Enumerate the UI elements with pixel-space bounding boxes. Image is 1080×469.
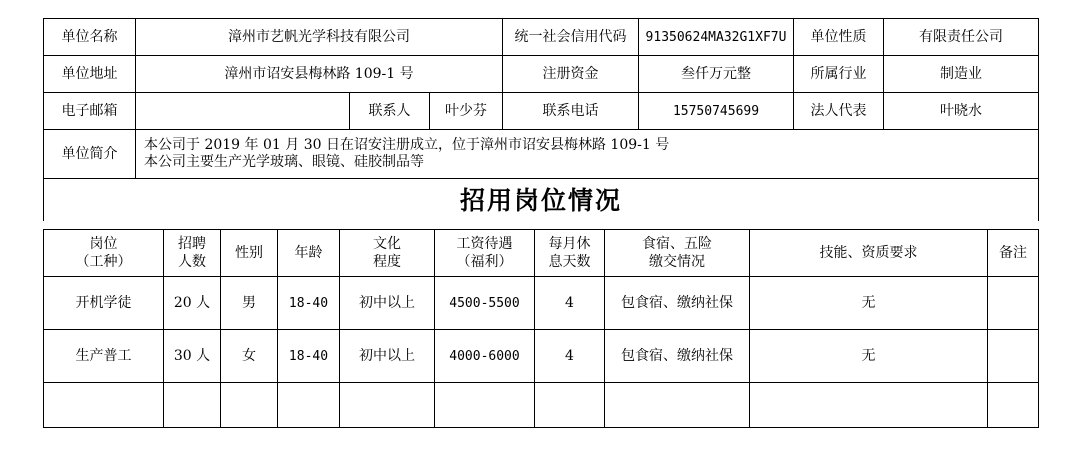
job-education: 初中以上 [340,330,435,383]
jobs-header-row [44,230,1039,277]
info-row-intro [44,130,1039,179]
header-rest-days: 每月休 息天数 [535,230,605,277]
job-education [340,383,435,428]
job-skills: 无 [750,330,988,383]
jobs-table [43,229,1039,428]
address-value: 漳州市诏安县梅林路 109-1 号 [136,56,503,93]
job-age: 18-40 [278,330,340,383]
table-row [44,277,1039,330]
section-title: 招用岗位情况 [44,179,1039,222]
intro-label: 单位简介 [44,130,136,179]
phone-value: 15750745699 [639,93,794,130]
contact-value: 叶少芬 [430,93,503,130]
industry-value: 制造业 [884,56,1039,93]
legal-rep-value: 叶晓水 [884,93,1039,130]
company-name-value: 漳州市艺帆光学科技有限公司 [136,19,503,56]
job-benefits: 包食宿、缴纳社保 [605,277,750,330]
job-age [278,383,340,428]
header-skills: 技能、资质要求 [750,230,988,277]
header-benefits: 食宿、五险 缴交情况 [605,230,750,277]
intro-text [136,130,1039,179]
company-nature-value: 有限责任公司 [884,19,1039,56]
job-salary: 4000-6000 [435,330,535,383]
job-position: 开机学徒 [44,277,164,330]
info-row-address [44,56,1039,93]
company-name-label: 单位名称 [44,19,136,56]
job-remarks [988,330,1039,383]
header-remarks: 备注 [988,230,1039,277]
email-value [136,93,350,130]
contact-label: 联系人 [350,93,430,130]
job-gender: 女 [221,330,278,383]
job-position: 生产普工 [44,330,164,383]
header-gender: 性别 [221,230,278,277]
job-salary: 4500-5500 [435,277,535,330]
job-remarks [988,383,1039,428]
capital-value: 叁仟万元整 [639,56,794,93]
email-label: 电子邮箱 [44,93,136,130]
legal-rep-label: 法人代表 [794,93,884,130]
job-gender: 男 [221,277,278,330]
job-benefits [605,383,750,428]
job-salary [435,383,535,428]
credit-code-label: 统一社会信用代码 [503,19,639,56]
job-skills: 无 [750,277,988,330]
job-headcount: 20 人 [164,277,221,330]
job-age: 18-40 [278,277,340,330]
table-row [44,330,1039,383]
job-education: 初中以上 [340,277,435,330]
header-position: 岗位 （工种） [44,230,164,277]
address-label: 单位地址 [44,56,136,93]
job-position [44,383,164,428]
intro-line-1: 本公司于 2019 年 01 月 30 日在诏安注册成立，位于漳州市诏安县梅林路 109-1 号 [144,137,670,153]
job-headcount: 30 人 [164,330,221,383]
intro-line-2: 本公司主要生产光学玻璃、眼镜、硅胶制品等 [144,154,424,170]
job-rest-days: 4 [535,330,605,383]
capital-label: 注册资金 [503,56,639,93]
company-info-table [43,18,1039,221]
phone-label: 联系电话 [503,93,639,130]
header-education: 文化 程度 [340,230,435,277]
job-gender [221,383,278,428]
industry-label: 所属行业 [794,56,884,93]
job-rest-days: 4 [535,277,605,330]
job-remarks [988,277,1039,330]
job-benefits: 包食宿、缴纳社保 [605,330,750,383]
company-nature-label: 单位性质 [794,19,884,56]
header-age: 年龄 [278,230,340,277]
header-headcount: 招聘 人数 [164,230,221,277]
header-salary: 工资待遇 （福利） [435,230,535,277]
info-row-name [44,19,1039,56]
job-skills [750,383,988,428]
credit-code-value: 91350624MA32G1XF7U [639,19,794,56]
table-row [44,383,1039,428]
job-headcount [164,383,221,428]
job-rest-days [535,383,605,428]
info-row-contact [44,93,1039,130]
section-title-row [44,179,1039,222]
